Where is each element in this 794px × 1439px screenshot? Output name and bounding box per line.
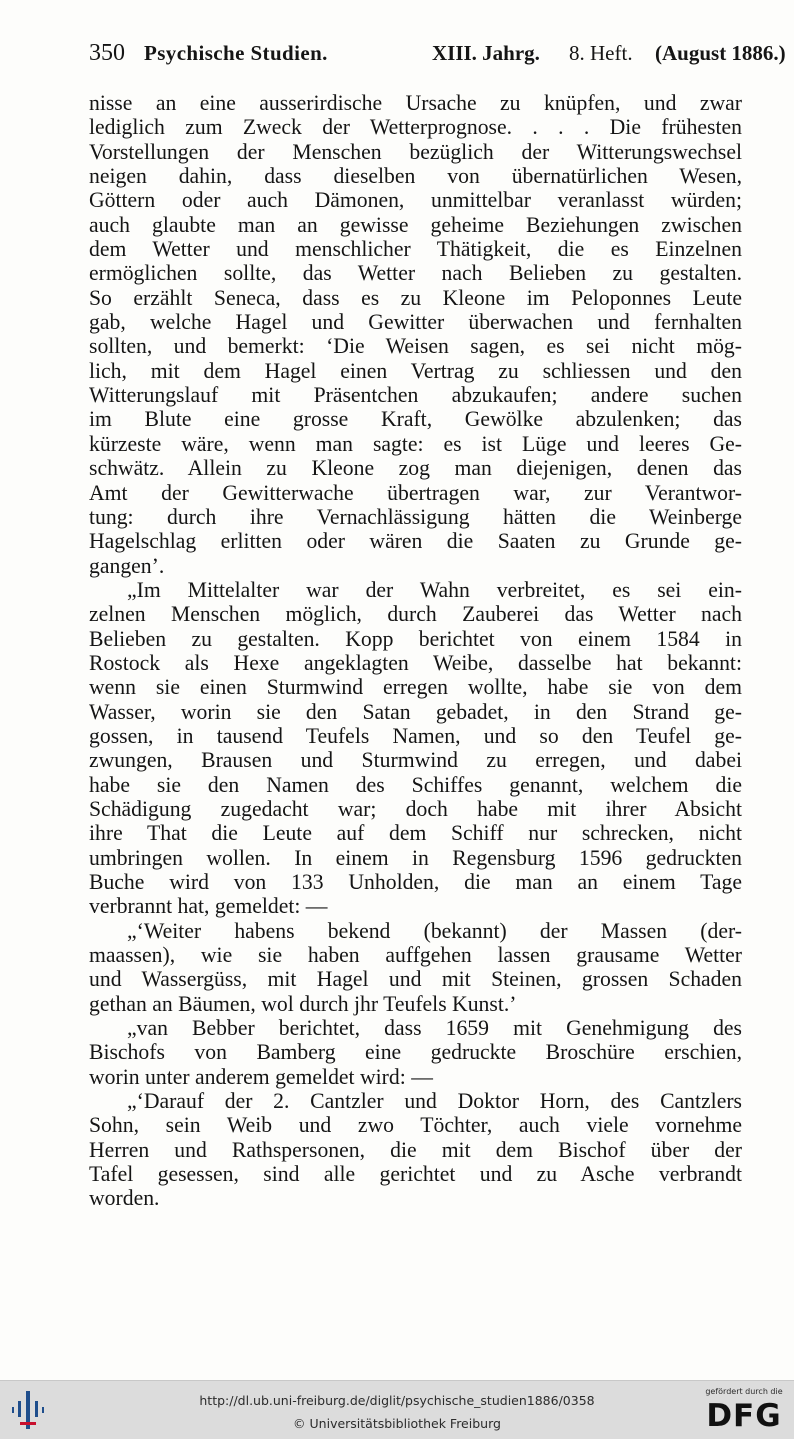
dfg-mark: DFG bbox=[706, 1398, 782, 1434]
text-line: dem Wetter und menschlicher Thätigkeit, die es Einzelnen bbox=[89, 237, 742, 262]
body-text bbox=[89, 91, 742, 1211]
text-line: Göttern oder auch Dämonen, unmittelbar veranlasst würden; bbox=[89, 188, 742, 213]
text-line: Hagelschlag erlitten oder wären die Saaten zu Grunde ge- bbox=[89, 529, 742, 554]
text-line: gangen’. bbox=[89, 553, 165, 578]
text-line: Buche wird von 133 Unholden, die man an einem Tage bbox=[89, 870, 742, 894]
text-line: schwätz. Allein zu Kleone zog man diejenigen, denen das bbox=[89, 456, 742, 481]
text-line: „Im Mittelalter war der Wahn verbreitet, es sei ein- bbox=[127, 577, 742, 602]
dfg-logo-icon bbox=[700, 1387, 788, 1435]
text-line: Schädigung zugedacht war; doch habe mit ihrer Absicht bbox=[89, 796, 742, 821]
dfg-tagline: gefördert durch die bbox=[705, 1387, 783, 1396]
text-line: lich, mit dem Hagel einen Vertrag zu schliessen und den bbox=[89, 358, 742, 383]
text-line: kürzeste wäre, wenn man sagte: es ist Lüge und leeres Ge- bbox=[89, 431, 742, 456]
text-line: und Wassergüss, mit Hagel und mit Steinen, grossen Schaden bbox=[89, 967, 742, 992]
date-info: (August 1886.) bbox=[655, 41, 786, 65]
journal-title: Psychische Studien. bbox=[144, 41, 328, 65]
text-line: So erzählt Seneca, dass es zu Kleone im Peloponnes Leute bbox=[89, 285, 742, 310]
copyright-notice: © Universitätsbibliothek Freiburg bbox=[293, 1416, 501, 1431]
volume-info: XIII. Jahrg. bbox=[432, 41, 540, 65]
text-line: ihre That die Leute auf dem Schiff nur schrecken, nicht bbox=[89, 821, 742, 846]
page-number: 350 bbox=[89, 40, 125, 66]
viewer-footer bbox=[0, 1380, 794, 1439]
text-line: zelnen Menschen möglich, durch Zauberei das Wetter nach bbox=[89, 602, 742, 627]
text-line: „van Bebber berichtet, dass 1659 mit Genehmigung des bbox=[127, 1016, 742, 1041]
text-line: tung: durch ihre Vernachlässigung hätten die Weinberge bbox=[89, 504, 742, 529]
text-line: nisse an eine ausserirdische Ursache zu knüpfen, und zwar bbox=[89, 91, 742, 115]
permalink-url[interactable]: http://dl.ub.uni-freiburg.de/diglit/psychische_studien1886/0358 bbox=[199, 1393, 595, 1408]
text-line: Witterungslauf mit Präsentchen abzukaufen; andere suchen bbox=[89, 383, 742, 408]
text-line: Belieben zu gestalten. Kopp berichtet von einem 1584 in bbox=[89, 626, 742, 651]
text-line: wenn sie einen Sturmwind erregen wollte, habe sie von dem bbox=[89, 675, 742, 700]
text-line: auch glaubte man an gewisse geheime Beziehungen zwischen bbox=[89, 212, 742, 237]
text-line: maassen), wie sie haben auffgehen lassen grausame Wetter bbox=[89, 943, 742, 968]
text-line: „‘Darauf der 2. Cantzler und Doktor Horn, des Cantzlers bbox=[127, 1089, 742, 1114]
text-line: Sohn, sein Weib und zwo Töchter, auch viele vornehme bbox=[89, 1113, 742, 1138]
text-line: verbrannt hat, gemeldet: — bbox=[89, 894, 328, 919]
text-line: habe sie den Namen des Schiffes genannt, welchem die bbox=[89, 772, 742, 797]
text-line: Vorstellungen der Menschen bezüglich der Witterungswechsel bbox=[89, 139, 742, 164]
text-line: gab, welche Hagel und Gewitter überwachen und fernhalten bbox=[89, 310, 742, 335]
text-line: Herren und Rathspersonen, die mit dem Bischof über der bbox=[89, 1137, 742, 1162]
text-line: lediglich zum Zweck der Wetterprognose. . . . Die frühesten bbox=[89, 115, 742, 140]
text-line: worden. bbox=[89, 1186, 160, 1211]
text-line: Wasser, worin sie den Satan gebadet, in den Strand ge- bbox=[89, 699, 742, 724]
text-line: neigen dahin, dass dieselben von übernatürlichen Wesen, bbox=[89, 164, 742, 189]
text-line: Rostock als Hexe angeklagten Weibe, dasselbe hat bekannt: bbox=[89, 650, 742, 675]
text-line: zwungen, Brausen und Sturmwind zu erregen, und dabei bbox=[89, 748, 742, 773]
text-line: im Blute eine grosse Kraft, Gewölke abzulenken; das bbox=[89, 407, 742, 432]
text-line: worin unter anderem gemeldet wird: — bbox=[89, 1064, 433, 1089]
text-line: sollten, und bemerkt: ‘Die Weisen sagen, es sei nicht mög- bbox=[89, 334, 742, 359]
text-line: gethan an Bäumen, wol durch jhr Teufels Kunst.’ bbox=[89, 991, 517, 1016]
text-line: ermöglichen sollte, das Wetter nach Belieben zu gestalten. bbox=[89, 261, 742, 286]
text-line: umbringen wollen. In einem in Regensburg 1596 gedruckten bbox=[89, 845, 742, 870]
text-line: „‘Weiter habens bekend (bekannt) der Massen (der- bbox=[127, 918, 742, 943]
text-line: gossen, in tausend Teufels Namen, und so den Teufel ge- bbox=[89, 723, 742, 748]
text-line: Bischofs von Bamberg eine gedruckte Broschüre erschien, bbox=[89, 1040, 742, 1065]
text-line: Amt der Gewitterwache übertragen war, zur Verantwor- bbox=[89, 480, 742, 505]
text-line: Tafel gesessen, sind alle gerichtet und zu Asche verbrandt bbox=[89, 1162, 742, 1187]
running-head bbox=[89, 36, 786, 70]
issue-info: 8. Heft. bbox=[569, 41, 633, 65]
